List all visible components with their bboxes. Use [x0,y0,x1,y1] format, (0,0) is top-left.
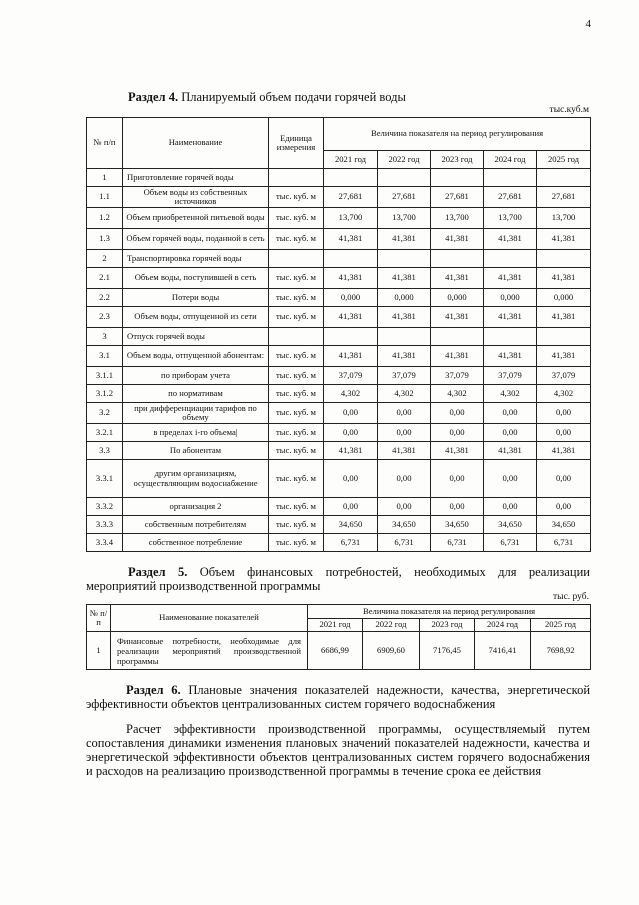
table-row [87,250,591,268]
table-row [87,385,591,403]
cell-value [537,250,591,268]
cell-value: 41,381 [484,268,537,289]
cell-value [484,169,537,187]
section4-title-label: Раздел 4. [128,90,179,104]
cell-value: 0,00 [431,498,484,516]
cell-value: 0,00 [378,424,431,442]
cell-value: 4,302 [484,385,537,403]
cell-value: 6,731 [537,534,591,552]
header-num: № п/п [87,118,123,169]
cell-value: 6,731 [431,534,484,552]
cell-name: Отпуск горячей воды [123,328,269,346]
cell-num: 3.3.1 [87,460,123,498]
cell-name: организация 2 [123,498,269,516]
cell-value: 41,381 [324,442,378,460]
cell-value: 27,681 [484,187,537,208]
t5-cell-value: 7176,45 [420,632,475,670]
cell-value: 41,381 [324,229,378,250]
table-row [87,268,591,289]
cell-num: 3.3.4 [87,534,123,552]
cell-name: Объем приобретенной питьевой воды [123,208,269,229]
t5-cell-value: 6909,60 [363,632,420,670]
cell-value: 0,00 [378,460,431,498]
cell-value: 41,381 [537,229,591,250]
cell-unit: тыс. куб. м [269,534,324,552]
cell-num: 1.1 [87,187,123,208]
cell-num: 3.1.2 [87,385,123,403]
cell-value: 0,00 [378,403,431,424]
section4-title-text: Планируемый объем подачи горячей воды [181,90,406,104]
cell-value: 0,000 [431,289,484,307]
cell-value: 6,731 [484,534,537,552]
cell-value: 0,000 [537,289,591,307]
section4-table-body [87,169,591,552]
cell-name: По абонентам [123,442,269,460]
cell-value: 34,650 [431,516,484,534]
section6-title [86,683,590,711]
t5-cell-value: 7698,92 [531,632,591,670]
header-year: 2025 год [537,151,591,169]
cell-value: 41,381 [324,268,378,289]
cell-name: Потери воды [123,289,269,307]
cell-value: 4,302 [431,385,484,403]
section4-table [86,117,591,552]
cell-unit: тыс. куб. м [269,367,324,385]
cell-value [324,250,378,268]
cell-unit: тыс. куб. м [269,307,324,328]
cell-value: 0,00 [484,424,537,442]
t5-cell-value: 6686,99 [308,632,363,670]
table-row [87,534,591,552]
t5-header-year: 2023 год [420,619,475,632]
cell-num: 2.2 [87,289,123,307]
section4-unit: тыс.куб.м [549,105,589,115]
cell-num: 3 [87,328,123,346]
cell-value: 0,00 [324,424,378,442]
cell-unit: тыс. куб. м [269,346,324,367]
cell-value: 13,700 [378,208,431,229]
table-row [87,328,591,346]
cell-name: Транспортировка горячей воды [123,250,269,268]
cell-value [324,169,378,187]
table-row [87,498,591,516]
cell-unit: тыс. куб. м [269,442,324,460]
cell-num: 1 [87,169,123,187]
table-row [87,169,591,187]
cell-value: 0,00 [431,403,484,424]
cell-unit: тыс. куб. м [269,424,324,442]
cell-num: 2 [87,250,123,268]
cell-value [378,328,431,346]
cell-num: 3.1.1 [87,367,123,385]
cell-value: 0,00 [537,424,591,442]
cell-value [378,169,431,187]
cell-value: 0,000 [484,289,537,307]
cell-value: 41,381 [378,346,431,367]
header-year: 2024 год [484,151,537,169]
cell-value: 27,681 [431,187,484,208]
cell-value: 0,00 [378,498,431,516]
t5-header-num: № п/п [87,605,111,632]
cell-unit: тыс. куб. м [269,268,324,289]
cell-value: 27,681 [324,187,378,208]
cell-value: 0,00 [537,403,591,424]
cell-value: 0,00 [537,460,591,498]
cell-value: 41,381 [537,346,591,367]
cell-value: 37,079 [537,367,591,385]
cell-name: в пределах i-го объема| [123,424,269,442]
cell-num: 3.3 [87,442,123,460]
cell-value: 0,000 [324,289,378,307]
table-row [87,516,591,534]
cell-value: 41,381 [431,268,484,289]
cell-value [431,328,484,346]
cell-value: 34,650 [484,516,537,534]
cell-value [484,250,537,268]
cell-unit [269,169,324,187]
cell-value: 0,00 [324,460,378,498]
section5-unit: тыс. руб. [553,592,589,602]
cell-value: 41,381 [537,442,591,460]
paragraph: Расчет эффективности производственной программы, осуществляемый путем сопоставления динамики изменения плановых значений показателей надежности, качества и энергетической эффективности объектов централизованных систем горячего водоснабжения и расходов на реализацию производственной программы в течение срока ее действия [86,722,590,778]
cell-value: 0,00 [324,498,378,516]
cell-value: 41,381 [324,307,378,328]
cell-value: 0,00 [431,460,484,498]
cell-num: 1.2 [87,208,123,229]
cell-num: 1.3 [87,229,123,250]
table-row [87,229,591,250]
cell-num: 3.2 [87,403,123,424]
table-row [87,424,591,442]
cell-unit: тыс. куб. м [269,208,324,229]
cell-value: 0,00 [324,403,378,424]
cell-unit: тыс. куб. м [269,289,324,307]
cell-value: 34,650 [324,516,378,534]
table-row [87,367,591,385]
cell-value: 41,381 [537,307,591,328]
table-row [87,632,591,670]
cell-unit: тыс. куб. м [269,403,324,424]
t5-header-year: 2021 год [308,619,363,632]
table-row [87,307,591,328]
cell-num: 3.3.2 [87,498,123,516]
header-period: Величина показателя на период регулирования [324,118,591,151]
cell-unit: тыс. куб. м [269,516,324,534]
cell-value: 27,681 [537,187,591,208]
table-row [87,346,591,367]
table-row [87,208,591,229]
cell-value: 13,700 [537,208,591,229]
t5-header-year: 2025 год [531,619,591,632]
cell-unit: тыс. куб. м [269,460,324,498]
cell-value: 41,381 [484,229,537,250]
t5-header-period: Величина показателя на период регулирования [308,605,591,619]
cell-name: Объем воды, отпущенной из сети [123,307,269,328]
cell-value [484,328,537,346]
cell-value: 41,381 [378,268,431,289]
t5-header-year: 2024 год [475,619,531,632]
table-row [87,442,591,460]
cell-value: 6,731 [378,534,431,552]
cell-name: по приборам учета [123,367,269,385]
header-name: Наименование [123,118,269,169]
cell-value: 41,381 [378,307,431,328]
cell-name: Объем воды, поступившей в сеть [123,268,269,289]
section6-title-label: Раздел 6. [126,683,181,697]
cell-value: 41,381 [378,442,431,460]
cell-value: 41,381 [484,442,537,460]
cell-name: Объем воды, отпущенной абонентам: [123,346,269,367]
section5-table [86,604,591,670]
cell-value: 13,700 [324,208,378,229]
t5-cell-name: Финансовые потребности, необходимые для реализации мероприятий производственной программы [111,632,308,670]
cell-name: Приготовление горячей воды [123,169,269,187]
table-row [87,289,591,307]
header-year: 2022 год [378,151,431,169]
cell-unit: тыс. куб. м [269,385,324,403]
cell-value: 41,381 [431,442,484,460]
cell-value: 41,381 [324,346,378,367]
cell-value: 41,381 [431,346,484,367]
cell-name: при дифференциации тарифов по объему [123,403,269,424]
cell-value: 37,079 [378,367,431,385]
cell-value: 0,00 [484,498,537,516]
cell-value [431,169,484,187]
table-row [87,403,591,424]
cell-num: 2.3 [87,307,123,328]
cell-value: 13,700 [484,208,537,229]
cell-value: 41,381 [431,307,484,328]
cell-value: 13,700 [431,208,484,229]
cell-value: 0,00 [484,403,537,424]
section4-title [128,90,406,104]
table-row [87,187,591,208]
cell-value: 37,079 [324,367,378,385]
cell-value: 34,650 [378,516,431,534]
cell-value [431,250,484,268]
cell-value: 41,381 [484,346,537,367]
page-number: 4 [585,18,591,30]
section6-title-text: Плановые значения показателей надежности, качества, энергетической эффективности объектов централизованных систем горячего водоснабжения [86,683,591,711]
section5-title-text: Объем финансовых потребностей, необходимых для реализации мероприятий производственной программы [86,565,590,593]
t5-header-year: 2022 год [363,619,420,632]
cell-unit [269,328,324,346]
cell-value: 41,381 [431,229,484,250]
cell-name: Объем воды из собственных источников [123,187,269,208]
cell-value: 4,302 [537,385,591,403]
cell-value: 0,00 [537,498,591,516]
cell-value [537,169,591,187]
table-row [87,460,591,498]
cell-value: 0,00 [431,424,484,442]
cell-value: 37,079 [484,367,537,385]
cell-name: другим организациям, осуществляющим водоснабжение [123,460,269,498]
cell-name: по нормативам [123,385,269,403]
t5-header-name: Наименование показателей [111,605,308,632]
cell-value: 34,650 [537,516,591,534]
header-unit: Единица измерения [269,118,324,169]
cell-num: 3.1 [87,346,123,367]
cell-name: Объем горячей воды, поданной в сеть [123,229,269,250]
header-year: 2021 год [324,151,378,169]
cell-unit: тыс. куб. м [269,498,324,516]
cell-value [324,328,378,346]
section5-title-label: Раздел 5. [128,565,188,579]
cell-unit [269,250,324,268]
cell-value: 41,381 [378,229,431,250]
cell-num: 3.3.3 [87,516,123,534]
cell-value: 27,681 [378,187,431,208]
t5-cell-value: 7416,41 [475,632,531,670]
cell-num: 3.2.1 [87,424,123,442]
cell-value: 37,079 [431,367,484,385]
cell-unit: тыс. куб. м [269,187,324,208]
cell-value [378,250,431,268]
cell-num: 2.1 [87,268,123,289]
cell-value: 4,302 [324,385,378,403]
section5-title [86,565,590,593]
cell-unit: тыс. куб. м [269,229,324,250]
cell-name: собственное потребление [123,534,269,552]
cell-value: 0,00 [484,460,537,498]
cell-value: 4,302 [378,385,431,403]
cell-value: 41,381 [484,307,537,328]
cell-value: 41,381 [537,268,591,289]
cell-value: 0,000 [378,289,431,307]
cell-value [537,328,591,346]
header-year: 2023 год [431,151,484,169]
cell-value: 6,731 [324,534,378,552]
cell-name: собственным потребителям [123,516,269,534]
t5-cell-num: 1 [87,632,111,670]
